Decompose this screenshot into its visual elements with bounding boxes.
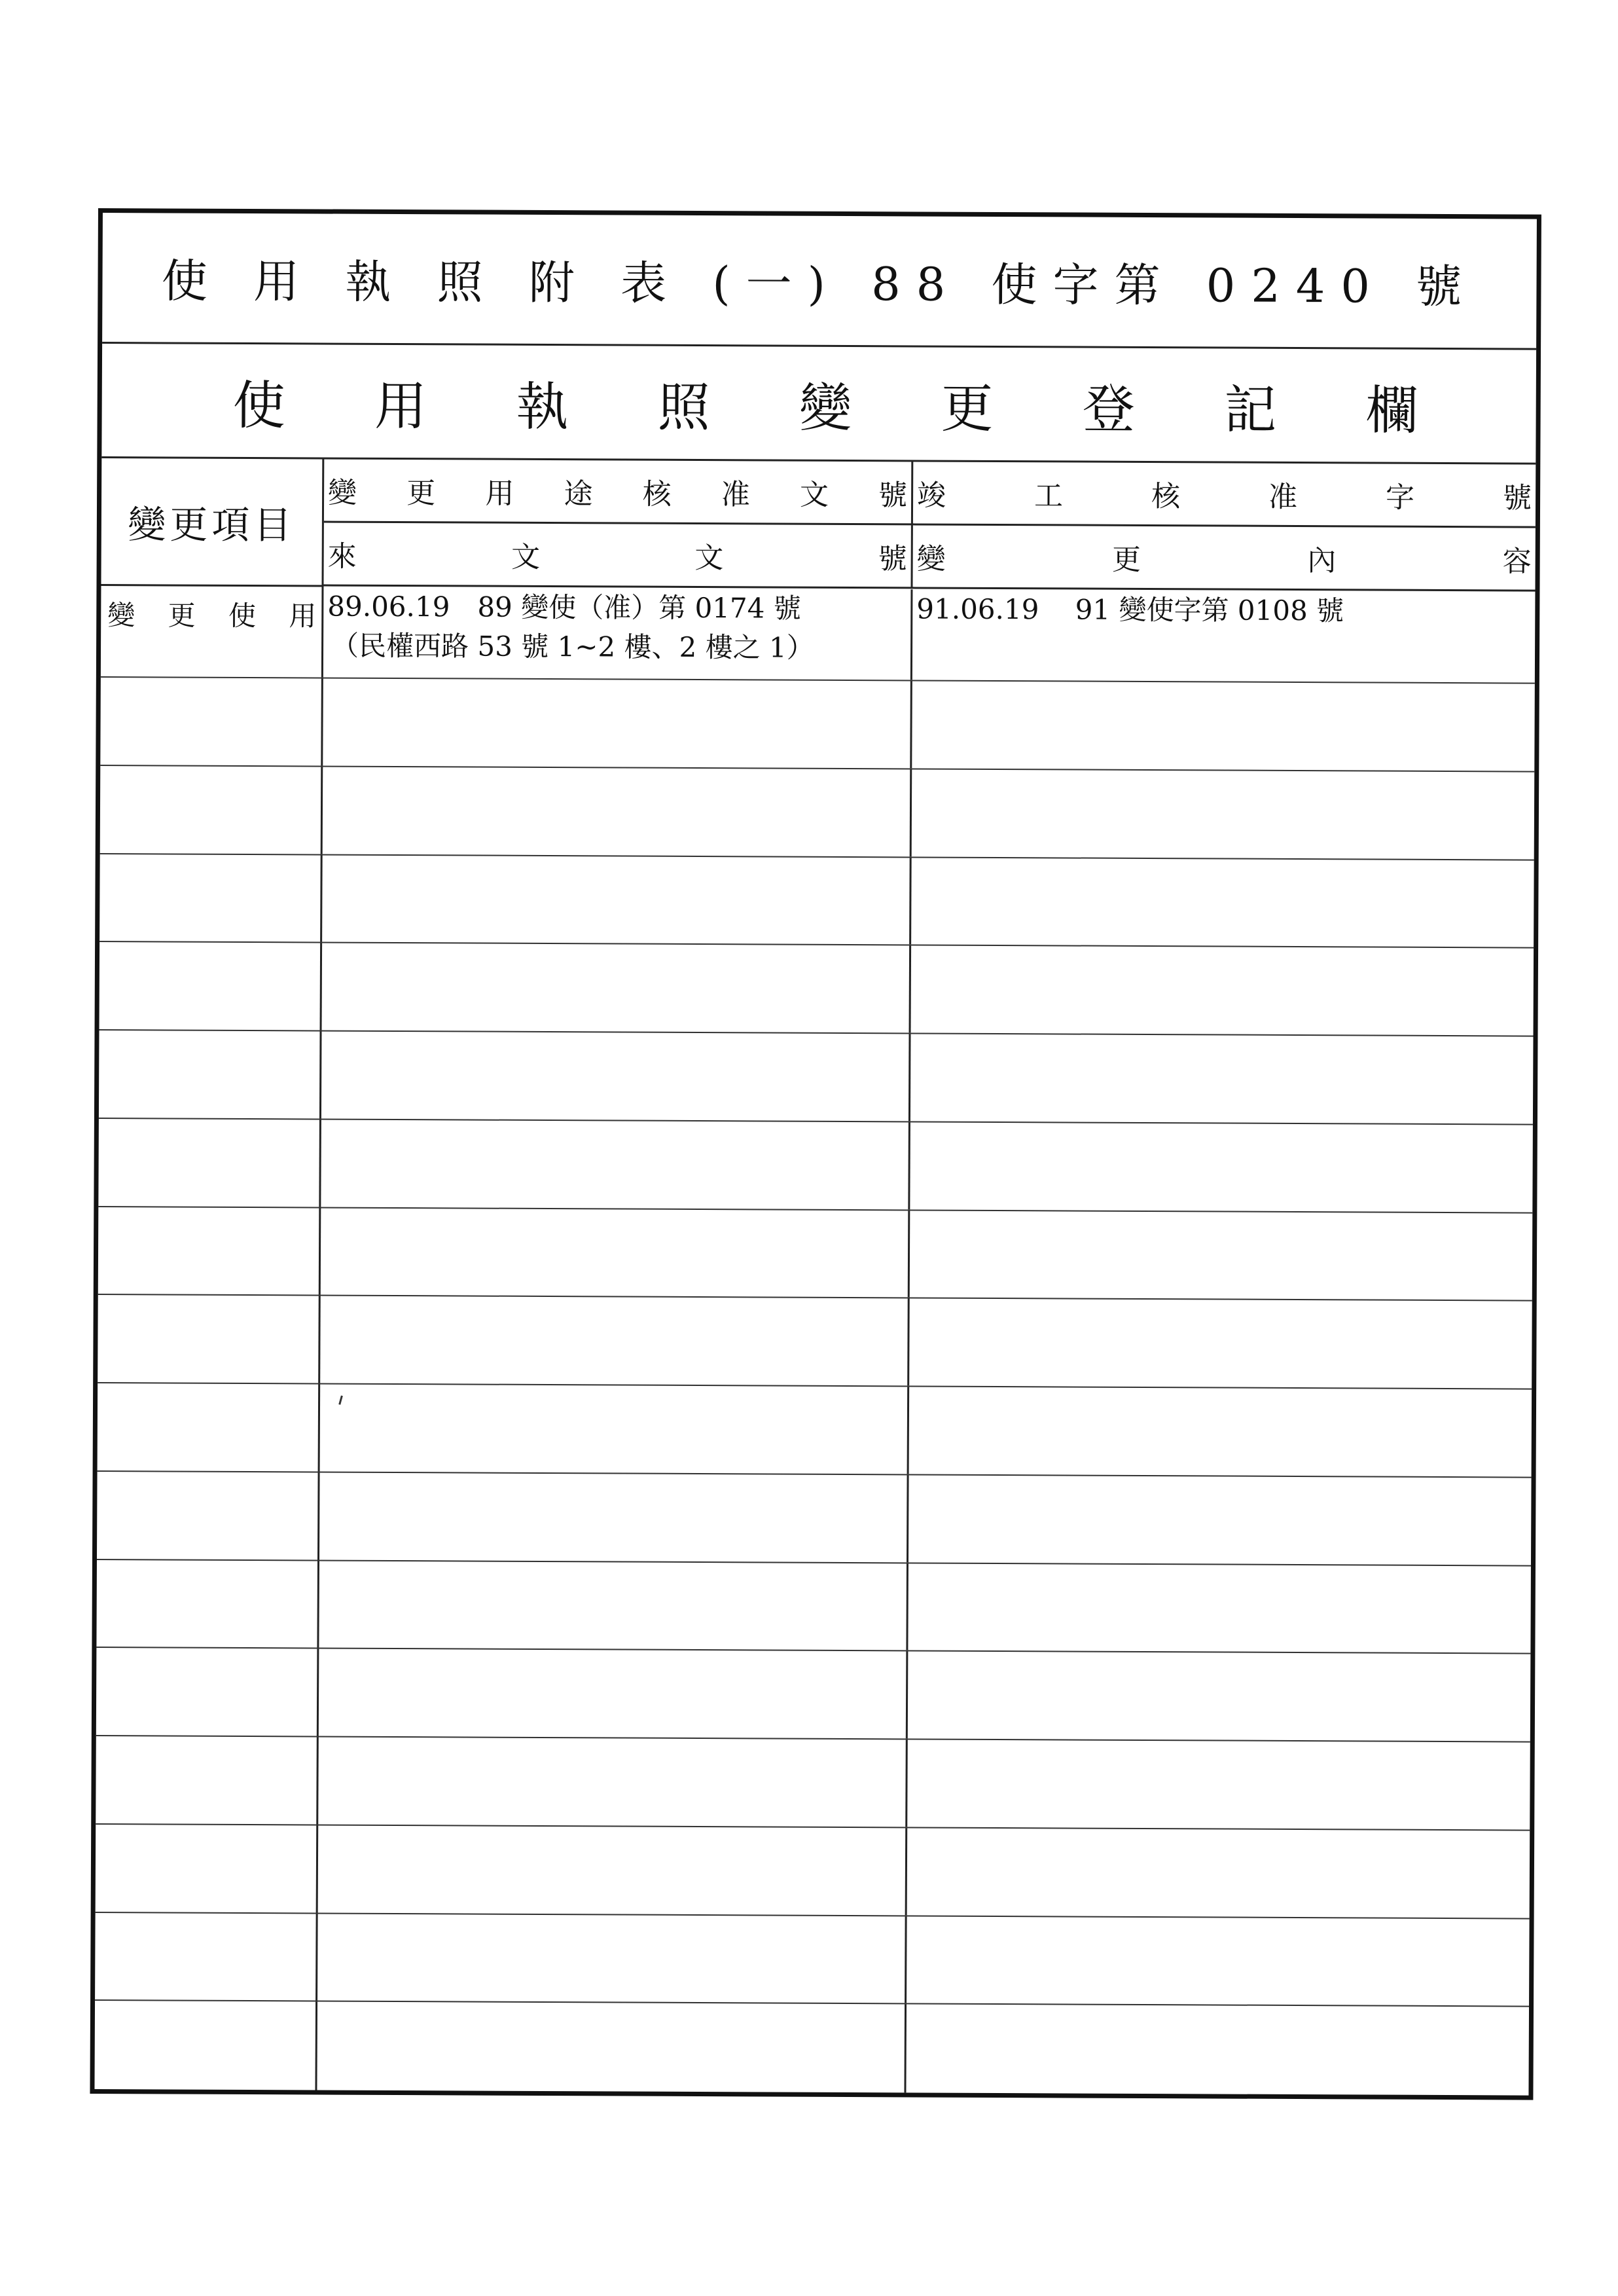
table-row [98, 1207, 1533, 1302]
change-item-label [101, 586, 321, 634]
section-char: 欄 [1365, 379, 1418, 441]
header-char: 來 [327, 539, 357, 574]
section-heading-row [101, 344, 1536, 465]
table-row [99, 1030, 1534, 1125]
completion-cell [912, 769, 1535, 859]
completion-cell [906, 2005, 1529, 2096]
approval-cell [317, 2002, 907, 2093]
header-char: 文 [694, 541, 724, 575]
header-char: 內 [1307, 544, 1337, 578]
completion-cell [908, 1475, 1532, 1565]
header-char: 號 [878, 479, 908, 513]
section-char: 執 [516, 376, 569, 437]
approval-cell [318, 1825, 908, 1915]
change-item-cell [101, 586, 324, 677]
table-row [96, 1560, 1531, 1654]
change-item-cell [99, 1030, 322, 1118]
section-char: 記 [1224, 379, 1277, 441]
item-char: 用 [289, 600, 317, 632]
approval-cell [319, 1649, 908, 1739]
approval-line: 89.06.19 89 變使（准）第 0174 號 [327, 590, 801, 625]
change-item-cell [98, 1295, 321, 1383]
completion-cell [908, 1652, 1531, 1741]
table-row [98, 1295, 1532, 1389]
table-row [101, 586, 1536, 684]
approval-cell [320, 1296, 910, 1386]
completion-cell [910, 1122, 1533, 1212]
header-char: 號 [1502, 481, 1532, 515]
completion-cell [909, 1299, 1532, 1389]
section-char: 登 [1082, 378, 1136, 440]
header-char: 核 [642, 477, 672, 511]
change-item-cell [98, 1383, 321, 1471]
change-registration-form [90, 208, 1541, 2100]
header-char: 變 [916, 542, 946, 576]
table-row [96, 1825, 1530, 1919]
completion-cell [908, 1563, 1531, 1653]
table-row [100, 678, 1535, 772]
header-completion-no [913, 462, 1536, 528]
header-char: 更 [406, 477, 436, 511]
approval-cell [322, 943, 912, 1033]
table-row [94, 2001, 1529, 2095]
change-item-cell [100, 678, 323, 765]
approval-cell [318, 1737, 908, 1827]
approval-cell [321, 1120, 910, 1209]
address-line: （民權西路 53 號 1~2 樓、2 樓之 1） [331, 629, 814, 664]
change-item-cell [95, 1913, 318, 2001]
change-item-cell [99, 942, 323, 1030]
header-char: 容 [1502, 545, 1532, 579]
header-char: 變 [327, 476, 357, 510]
table-row [100, 766, 1535, 860]
completion-cell [909, 1387, 1532, 1476]
header-change-content [912, 525, 1535, 591]
header-incoming-doc-no [323, 523, 912, 589]
table-row [97, 1472, 1532, 1566]
completion-cell [911, 946, 1534, 1036]
completion-cell [907, 1828, 1530, 1918]
form-title: 使 用 執 照 附 表 (一) 88 使字第 0240 號 [161, 254, 1478, 314]
table-row [96, 1736, 1530, 1831]
approval-cell [320, 1384, 910, 1474]
item-char: 使 [228, 599, 257, 632]
completion-cell [910, 1211, 1533, 1300]
approval-cell [321, 1208, 910, 1298]
approval-cell [317, 1914, 907, 2003]
header-change-item-label: 變更項目 [128, 502, 296, 548]
header-char: 文 [511, 540, 541, 574]
completion-cell [911, 858, 1534, 947]
change-item-cell [97, 1472, 320, 1559]
completion-cell [910, 1034, 1534, 1123]
header-char: 工 [1034, 479, 1064, 513]
completion-line: 91.06.19 91 變使字第 0108 號 [916, 592, 1344, 627]
section-char: 更 [941, 378, 994, 439]
approval-cell [322, 855, 912, 945]
table-row [96, 1648, 1531, 1742]
header-char: 文 [799, 478, 829, 512]
header-char: 字 [1385, 481, 1415, 515]
completion-cell [912, 589, 1536, 682]
table-row [95, 1913, 1530, 2007]
section-char: 使 [232, 374, 285, 436]
completion-cell [907, 1740, 1530, 1829]
table-row [98, 1383, 1532, 1478]
approval-cell [319, 1561, 908, 1650]
section-char: 用 [374, 375, 427, 437]
header-char: 准 [1268, 480, 1298, 514]
header-char: 竣 [916, 479, 946, 513]
change-item-cell [96, 1648, 319, 1736]
item-char: 變 [107, 599, 135, 632]
header-char: 途 [564, 477, 593, 511]
change-item-cell [99, 854, 323, 942]
approval-cell [323, 587, 913, 680]
section-char: 變 [799, 377, 852, 439]
item-char: 更 [168, 599, 196, 632]
table-row [99, 854, 1534, 949]
table-row [99, 942, 1534, 1036]
change-item-cell [96, 1825, 319, 1912]
approval-cell [319, 1472, 909, 1562]
section-char: 照 [657, 376, 711, 438]
change-item-cell [94, 2001, 317, 2090]
completion-cell [912, 681, 1535, 771]
table-row [98, 1119, 1533, 1213]
header-char: 准 [721, 478, 750, 512]
approval-cell [323, 679, 912, 769]
header-char: 號 [878, 542, 907, 576]
change-item-cell [100, 766, 323, 854]
approval-cell [321, 1032, 911, 1121]
change-item-cell [96, 1560, 319, 1648]
header-change-item [101, 458, 324, 587]
change-item-cell [98, 1207, 321, 1295]
header-char: 更 [1111, 543, 1142, 577]
change-item-cell [96, 1736, 319, 1824]
change-item-cell [98, 1119, 321, 1207]
header-char: 核 [1151, 480, 1181, 514]
header-approval-doc-no [324, 460, 913, 526]
completion-cell [907, 1916, 1530, 2006]
form-title-row [102, 213, 1537, 350]
header-char: 用 [485, 477, 514, 511]
approval-cell [323, 767, 912, 856]
